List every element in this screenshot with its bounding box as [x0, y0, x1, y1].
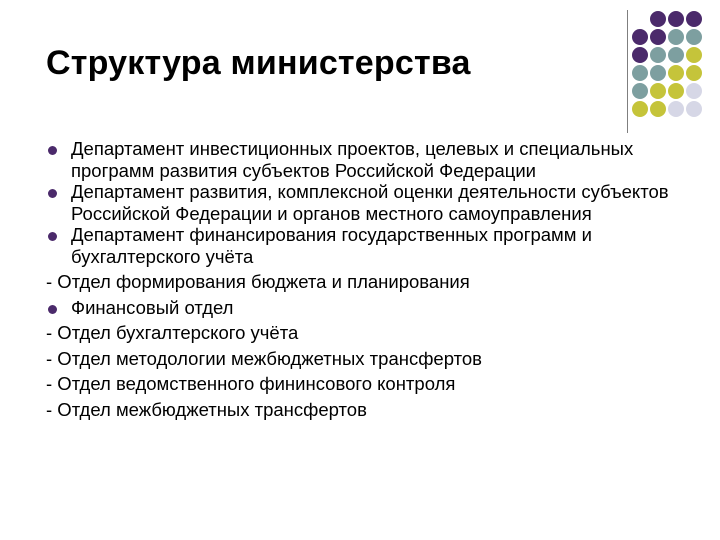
decorative-dot — [668, 65, 684, 81]
decorative-dot — [632, 29, 648, 45]
bullet-icon — [48, 189, 57, 198]
list-subitem-transfers: - Отдел межбюджетных трансфертов — [46, 398, 367, 420]
decorative-dot — [668, 47, 684, 63]
decorative-dot — [686, 47, 702, 63]
list-subitem-budget: - Отдел формирования бюджета и планирования — [46, 271, 470, 292]
decorative-divider-line — [627, 10, 628, 133]
slide-body — [46, 138, 686, 420]
decorative-dot — [686, 101, 702, 117]
list-subitem-accounting: - Отдел бухгалтерского учёта — [46, 322, 299, 343]
decorative-dot — [686, 29, 702, 45]
decorative-dot — [650, 65, 666, 81]
decorative-dot — [650, 101, 666, 117]
decorative-dot — [668, 29, 684, 45]
list-item-text: Департамент финансирования государственных программ и бухгалтерского учёта — [71, 224, 592, 267]
list-subitem-methodology: - Отдел методологии межбюджетных трансфертов — [46, 347, 482, 369]
list-item-department-development — [46, 181, 686, 224]
list-item-financial-department — [46, 297, 686, 319]
decorative-dot — [632, 83, 648, 99]
bullet-icon — [48, 232, 57, 241]
list-item-department-investment — [46, 138, 686, 181]
decorative-dot — [650, 47, 666, 63]
decorative-dot — [650, 11, 666, 27]
decorative-dot — [686, 83, 702, 99]
bullet-icon — [48, 146, 57, 155]
decorative-dot — [650, 83, 666, 99]
decorative-dot — [668, 11, 684, 27]
decorative-dot — [632, 47, 648, 63]
list-item-department-financing — [46, 224, 686, 267]
list-item-text: Департамент развития, комплексной оценки деятельности субъектов Российской Федерации и органов местного самоуправления — [71, 181, 669, 224]
slide-title: Структура министерства — [46, 44, 471, 82]
decorative-dot — [668, 83, 684, 99]
decorative-dot — [632, 101, 648, 117]
decorative-dot — [650, 29, 666, 45]
list-subitem-control: - Отдел ведомственного фининсового контроля — [46, 373, 456, 394]
decorative-dot — [632, 65, 648, 81]
decorative-dot — [686, 11, 702, 27]
list-item-text: Департамент инвестиционных проектов, целевых и специальных программ развития субъектов Российской Федерации — [71, 138, 634, 181]
decorative-dot — [668, 101, 684, 117]
bullet-icon — [48, 305, 57, 314]
list-item-text: Финансовый отдел — [71, 296, 234, 318]
decorative-dot — [686, 65, 702, 81]
